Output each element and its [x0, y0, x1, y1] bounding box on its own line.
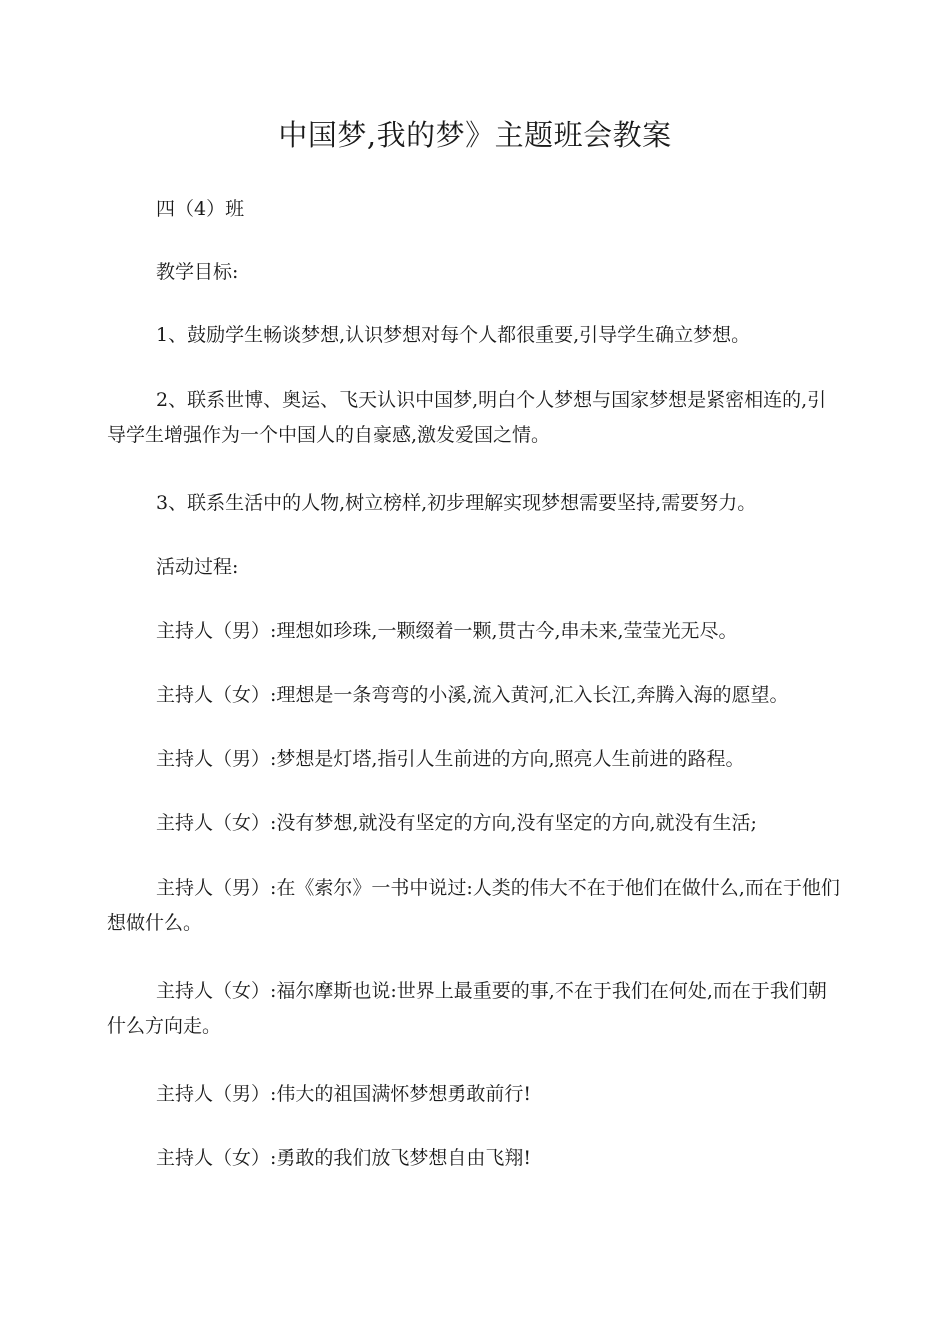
document-title: 中国梦,我的梦》主题班会教案 [278, 118, 672, 152]
dialogue-line: 主持人（女）:没有梦想,就没有坚定的方向,没有坚定的方向,就没有生活; [156, 812, 757, 834]
dialogue-line: 主持人（男）:梦想是灯塔,指引人生前进的方向,照亮人生前进的路程。 [156, 748, 745, 770]
dialogue-line: 主持人（女）:勇敢的我们放飞梦想自由飞翔! [156, 1147, 532, 1169]
objective-item: 1、鼓励学生畅谈梦想,认识梦想对每个人都很重要,引导学生确立梦想。 [156, 324, 751, 346]
section-heading-objectives: 教学目标: [156, 261, 239, 283]
dialogue-line: 主持人（男）:伟大的祖国满怀梦想勇敢前行! [156, 1083, 532, 1105]
dialogue-line: 主持人（女）:理想是一条弯弯的小溪,流入黄河,汇入长江,奔腾入海的愿望。 [156, 684, 789, 706]
dialogue-line: 主持人（男）:在《索尔》一书中说过:人类的伟大不在于他们在做什么,而在于他们想做什么。 [107, 877, 840, 934]
class-name: 四（4）班 [156, 198, 245, 220]
dialogue-line: 主持人（男）:理想如珍珠,一颗缀着一颗,贯古今,串未来,莹莹光无尽。 [156, 620, 738, 642]
dialogue-line: 主持人（女）:福尔摩斯也说:世界上最重要的事,不在于我们在何处,而在于我们朝什么方向走。 [107, 980, 827, 1037]
objective-item: 2、联系世博、奥运、飞天认识中国梦,明白个人梦想与国家梦想是紧密相连的,引导学生增强作为一个中国人的自豪感,激发爱国之情。 [107, 389, 827, 446]
objective-item: 3、联系生活中的人物,树立榜样,初步理解实现梦想需要坚持,需要努力。 [156, 492, 757, 514]
section-heading-process: 活动过程: [156, 556, 239, 578]
